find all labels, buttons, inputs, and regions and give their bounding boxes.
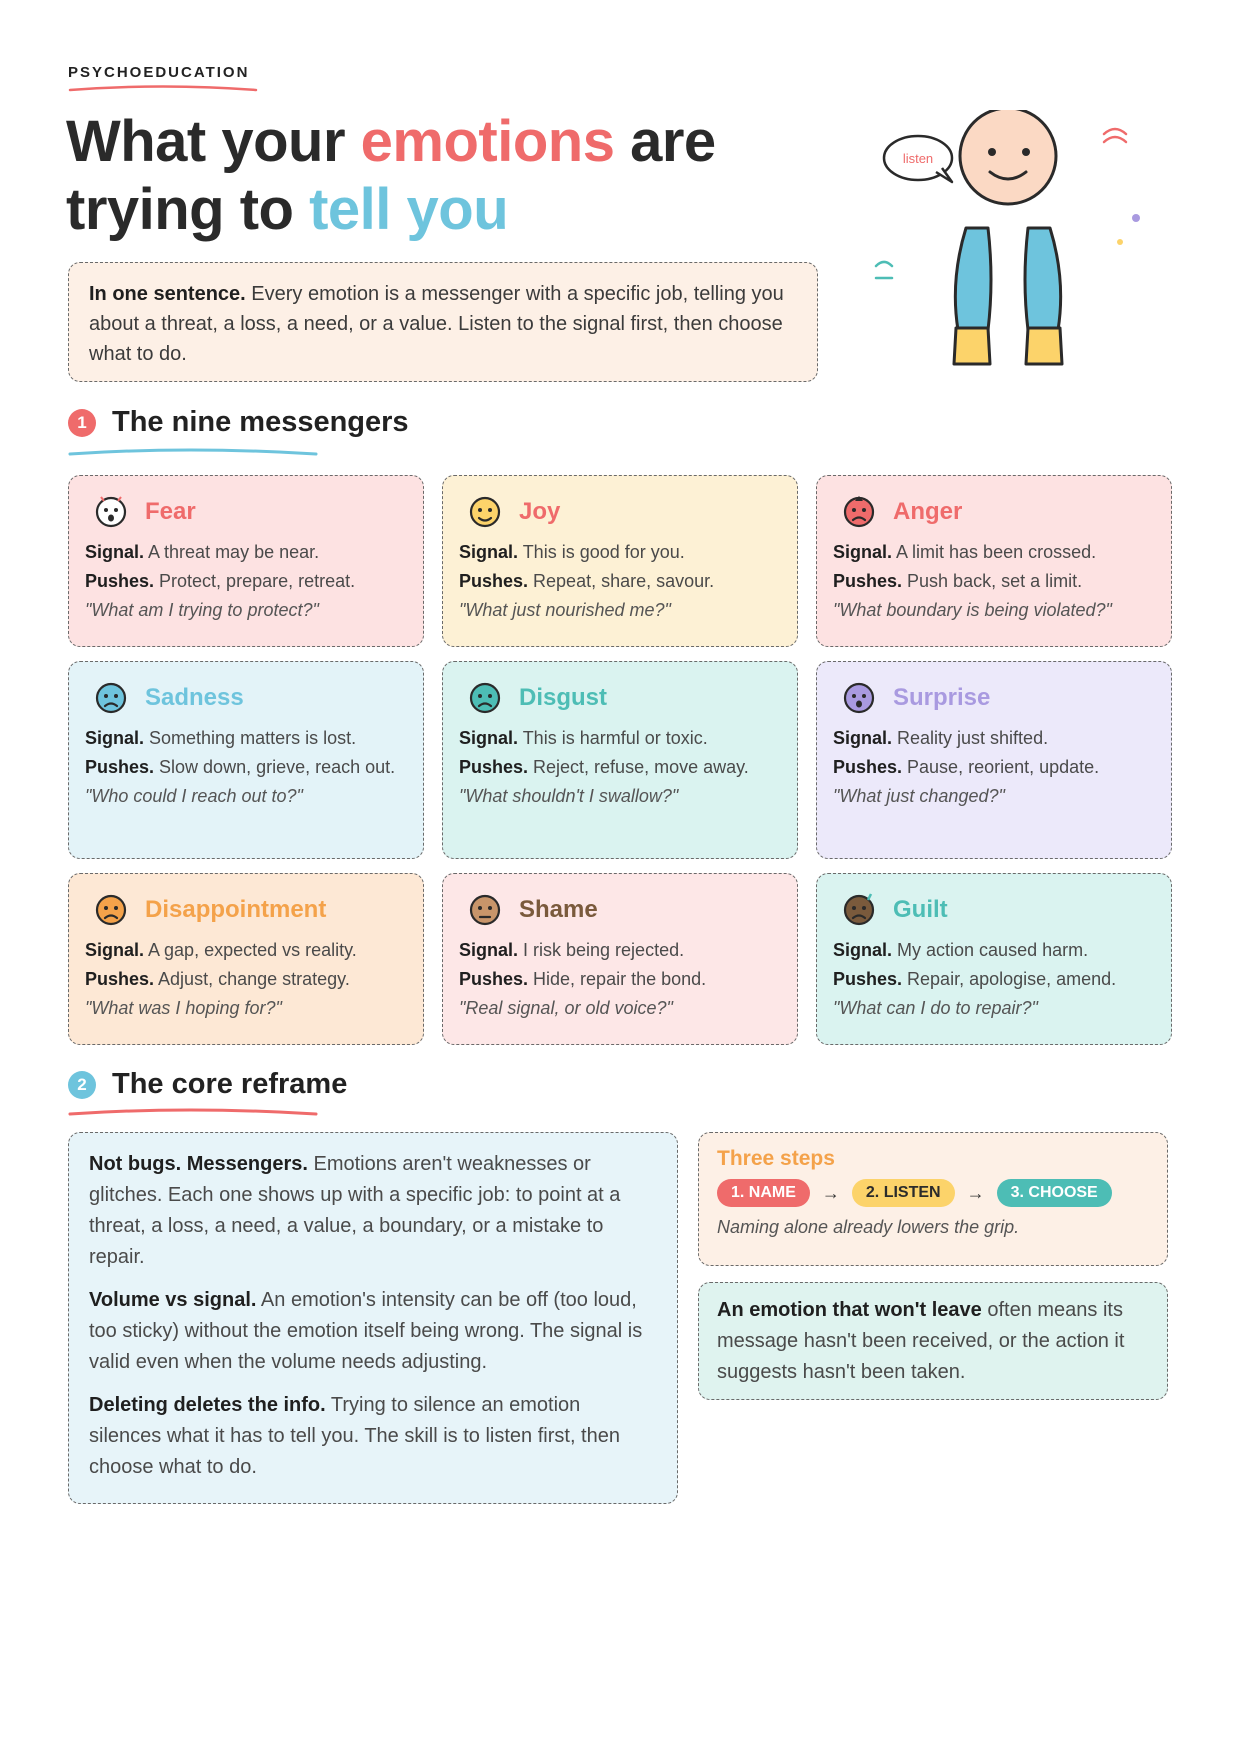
section-number-badge: 1 [68, 409, 96, 437]
emotion-card [442, 475, 798, 647]
emotion-pushes: Pushes. Repair, apologise, amend. [833, 969, 1117, 989]
title-accent-emotions: emotions [360, 109, 615, 174]
reframe-paragraph [89, 1149, 657, 1273]
surprise-face-icon [841, 680, 877, 716]
lingering-text: often means its message hasn't been received, or the action it suggests hasn't been taken. [717, 1299, 1125, 1383]
emotion-name: Joy [519, 498, 561, 525]
section-heading-reframe [68, 1068, 347, 1101]
emotion-card-header [93, 892, 407, 928]
joy-face-icon [467, 494, 503, 530]
reframe-text: Emotions aren't weaknesses or glitches. Each one shows up with a specific job: to point at a threat, a loss, a need, a value, a boundary, or a mistake to repair. [89, 1153, 621, 1268]
emotion-signal: Signal. My action caused harm. [833, 940, 1089, 960]
anger-face-icon [841, 494, 877, 530]
section-title: The nine messengers [112, 406, 409, 438]
emotion-signal: Signal. A gap, expected vs reality. [85, 940, 357, 960]
emotion-question: "What shouldn't I swallow?" [459, 786, 679, 806]
emotion-question: "What am I trying to protect?" [85, 600, 319, 620]
emotion-name: Anger [893, 498, 963, 525]
emotion-pushes: Pushes. Repeat, share, savour. [459, 571, 715, 591]
eyebrow-underline [68, 84, 258, 94]
three-steps-box [698, 1132, 1168, 1266]
steps-title: Three steps [717, 1147, 835, 1170]
reframe-paragraph [89, 1285, 657, 1378]
emotion-card-header [467, 680, 781, 716]
listening-character-illustration [870, 110, 1170, 380]
speech-bubble-text: listen [902, 151, 934, 166]
emotion-question: "What just nourished me?" [459, 600, 671, 620]
reframe-lead: Deleting deletes the info. [89, 1394, 326, 1416]
reframe-text: An emotion's intensity can be off (too loud, too sticky) without the emotion itself being wrong. The signal is valid even when the volume needs adjusting. [89, 1289, 643, 1373]
disgust-face-icon [467, 680, 503, 716]
arrow-icon: → [821, 1182, 840, 1203]
emotion-question: "What boundary is being violated?" [833, 600, 1112, 620]
emotion-card-header [841, 892, 1155, 928]
lingering-lead: An emotion that won't leave [717, 1299, 982, 1321]
emotion-card-header [467, 494, 781, 530]
emotion-signal: Signal. This is harmful or toxic. [459, 728, 708, 748]
emotion-signal: Signal. Reality just shifted. [833, 728, 1049, 748]
title-part1: What your [66, 109, 361, 174]
emotion-name: Guilt [893, 896, 948, 923]
emotion-pushes: Pushes. Slow down, grieve, reach out. [85, 757, 396, 777]
sadness-face-icon [93, 680, 129, 716]
emotion-card [68, 873, 424, 1045]
emotion-signal: Signal. A limit has been crossed. [833, 542, 1097, 562]
summary-lead: In one sentence. [89, 283, 246, 305]
emotion-card [816, 873, 1172, 1045]
emotion-signal: Signal. Something matters is lost. [85, 728, 357, 748]
page-title [66, 108, 716, 244]
emotion-name: Shame [519, 896, 598, 923]
title-part3: trying to [66, 177, 310, 242]
section-title: The core reframe [112, 1068, 348, 1100]
title-accent-tell-you: tell you [309, 177, 509, 242]
emotion-card [68, 661, 424, 859]
emotion-question: "Who could I reach out to?" [85, 786, 303, 806]
core-reframe-box [68, 1132, 678, 1504]
emotion-card-header [467, 892, 781, 928]
emotion-card [442, 873, 798, 1045]
guilt-face-icon [841, 892, 877, 928]
emotion-pushes: Pushes. Adjust, change strategy. [85, 969, 350, 989]
step-pill-listen: 2. LISTEN [852, 1179, 955, 1207]
reframe-text: Trying to silence an emotion silences what it has to tell you. The skill is to listen first, then choose what to do. [89, 1394, 620, 1478]
steps-pills [717, 1179, 1149, 1207]
eyebrow-label: PSYCHOEDUCATION [68, 64, 250, 81]
emotion-card-header [93, 680, 407, 716]
section-underline [68, 447, 318, 459]
emotion-question: "What can I do to repair?" [833, 998, 1038, 1018]
emotion-name: Sadness [145, 684, 244, 711]
disappointment-face-icon [93, 892, 129, 928]
step-pill-choose: 3. CHOOSE [997, 1179, 1112, 1207]
emotion-signal: Signal. This is good for you. [459, 542, 685, 562]
emotion-question: "What just changed?" [833, 786, 1005, 806]
reframe-lead: Volume vs signal. [89, 1289, 257, 1311]
emotion-name: Fear [145, 498, 196, 525]
section-underline [68, 1107, 318, 1119]
emotion-card-header [841, 494, 1155, 530]
emotion-question: "Real signal, or old voice?" [459, 998, 673, 1018]
section-number-badge: 2 [68, 1071, 96, 1099]
reframe-lead: Not bugs. Messengers. [89, 1153, 308, 1175]
arrow-icon: → [966, 1182, 985, 1203]
emotion-card-header [93, 494, 407, 530]
summary-box [68, 262, 818, 382]
summary-text: Every emotion is a messenger with a specific job, telling you about a threat, a loss, a need, or a value. Listen to the signal first, then choose what to do. [89, 283, 784, 365]
fear-face-icon [93, 494, 129, 530]
emotion-pushes: Pushes. Hide, repair the bond. [459, 969, 707, 989]
emotion-card [816, 661, 1172, 859]
lingering-emotion-box [698, 1282, 1168, 1400]
section-heading-messengers [68, 406, 409, 439]
reframe-paragraph [89, 1390, 657, 1483]
emotion-card [68, 475, 424, 647]
emotion-signal: Signal. I risk being rejected. [459, 940, 685, 960]
emotion-question: "What was I hoping for?" [85, 998, 282, 1018]
steps-note: Naming alone already lowers the grip. [717, 1217, 1020, 1237]
emotion-signal: Signal. A threat may be near. [85, 542, 320, 562]
emotion-card [442, 661, 798, 859]
step-pill-name: 1. NAME [717, 1179, 810, 1207]
shame-face-icon [467, 892, 503, 928]
emotion-name: Surprise [893, 684, 991, 711]
emotion-name: Disappointment [145, 896, 327, 923]
emotion-name: Disgust [519, 684, 608, 711]
emotion-pushes: Pushes. Push back, set a limit. [833, 571, 1083, 591]
emotion-pushes: Pushes. Protect, prepare, retreat. [85, 571, 356, 591]
emotion-card [816, 475, 1172, 647]
emotion-pushes: Pushes. Pause, reorient, update. [833, 757, 1100, 777]
title-part2: are [614, 109, 716, 174]
emotion-card-header [841, 680, 1155, 716]
emotion-pushes: Pushes. Reject, refuse, move away. [459, 757, 749, 777]
